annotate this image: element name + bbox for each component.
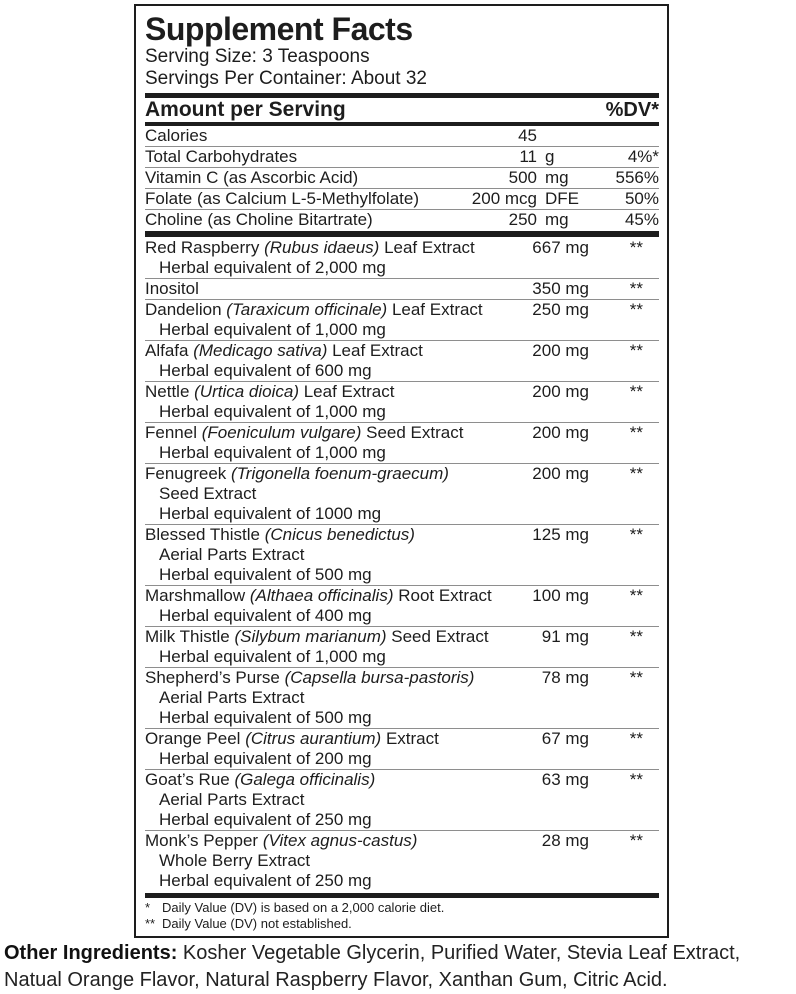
footnote-text: Daily Value (DV) is based on a 2,000 calorie diet. <box>162 900 445 915</box>
botanical-name <box>145 238 503 258</box>
botanical-dv: ** <box>629 729 643 748</box>
botanical-subline: Aerial Parts Extract <box>159 790 305 809</box>
footnote-row <box>145 916 659 932</box>
nutrient-name: Calories <box>145 126 208 145</box>
botanical-amount: 200 mg <box>532 423 589 442</box>
nutrient-name: Choline (as Choline Bitartrate) <box>145 210 373 229</box>
botanical-dv: ** <box>629 300 643 319</box>
botanical-name-pre: Fenugreek <box>145 464 231 483</box>
botanical-dv: ** <box>629 382 643 401</box>
botanical-name-post: Extract <box>381 729 439 748</box>
nutrient-row <box>145 210 659 230</box>
other-ingredients <box>4 940 796 994</box>
botanical-name <box>145 279 503 299</box>
botanical-amount: 350 mg <box>532 279 589 298</box>
botanical-dv: ** <box>629 464 643 483</box>
nutrient-value: 500 <box>508 168 537 187</box>
botanical-name-post: Leaf Extract <box>387 300 483 319</box>
botanical-row <box>145 729 659 749</box>
botanical-name <box>145 464 503 484</box>
botanical-latin-name: (Taraxicum officinale) <box>226 300 388 319</box>
botanical-row <box>145 525 659 545</box>
botanical-name <box>145 668 503 688</box>
botanical-subline: Herbal equivalent of 2,000 mg <box>159 258 386 277</box>
botanical-name-post: Seed Extract <box>361 423 464 442</box>
botanical-subline: Whole Berry Extract <box>159 851 311 870</box>
dv-header: %DV* <box>605 99 659 121</box>
nutrient-name: Vitamin C (as Ascorbic Acid) <box>145 168 359 187</box>
botanical-name-pre: Orange Peel <box>145 729 246 748</box>
botanical-name <box>145 341 503 361</box>
botanical-amount: 100 mg <box>532 586 589 605</box>
nutrient-dv: 4%* <box>627 147 659 166</box>
botanical-dv: ** <box>629 525 643 544</box>
botanical-name <box>145 627 503 647</box>
botanical-dv: ** <box>629 279 643 298</box>
botanical-subline: Herbal equivalent of 1000 mg <box>159 504 382 523</box>
botanical-name-post: Leaf Extract <box>299 382 395 401</box>
botanical-subline: Herbal equivalent of 400 mg <box>159 606 372 625</box>
botanical-name-post: Root Extract <box>393 586 492 605</box>
botanical-row <box>145 382 659 402</box>
botanical-latin-name: (Medicago sativa) <box>193 341 328 360</box>
botanical-row <box>145 423 659 443</box>
botanical-dv: ** <box>629 831 643 850</box>
botanical-name-pre: Alfafa <box>145 341 194 360</box>
botanical-rows <box>145 238 659 891</box>
botanical-amount: 200 mg <box>532 382 589 401</box>
panel-title: Supplement Facts <box>145 11 413 47</box>
botanical-subline: Herbal equivalent of 1,000 mg <box>159 443 386 462</box>
botanical-name-pre: Milk Thistle <box>145 627 235 646</box>
botanical-name <box>145 586 503 606</box>
botanical-name-pre: Goat’s Rue <box>145 770 235 789</box>
botanical-name-pre: Inositol <box>145 279 199 298</box>
nutrient-dv: 556% <box>615 168 659 187</box>
nutrient-unit: mg <box>545 168 569 187</box>
botanical-name-pre: Blessed Thistle <box>145 525 265 544</box>
botanical-dv: ** <box>629 238 643 257</box>
botanical-row <box>145 586 659 606</box>
botanical-name <box>145 423 503 443</box>
botanical-subline: Herbal equivalent of 200 mg <box>159 749 372 768</box>
botanical-name <box>145 525 503 545</box>
botanical-row <box>145 464 659 484</box>
footnote-text: Daily Value (DV) not established. <box>162 915 352 931</box>
botanical-name <box>145 300 503 320</box>
botanical-name-post: Leaf Extract <box>379 238 475 257</box>
nutrient-unit: DFE <box>545 189 579 208</box>
footnote-symbol: ** <box>145 915 156 931</box>
botanical-latin-name: (Vitex agnus-castus) <box>262 831 418 850</box>
botanical-amount: 250 mg <box>532 300 589 319</box>
botanical-latin-name: (Rubus idaeus) <box>264 238 380 257</box>
supplement-facts-panel <box>134 4 669 938</box>
botanical-row <box>145 770 659 790</box>
botanical-latin-name: (Foeniculum vulgare) <box>201 423 362 442</box>
botanical-name <box>145 770 503 790</box>
botanical-latin-name: (Silybum marianum) <box>234 627 387 646</box>
botanical-name-pre: Monk’s Pepper <box>145 831 263 850</box>
botanical-latin-name: (Althaea officinalis) <box>249 586 394 605</box>
botanical-dv: ** <box>629 341 643 360</box>
botanical-amount: 667 mg <box>532 238 589 257</box>
botanical-amount: 91 mg <box>541 627 589 646</box>
serving-size: Serving Size: 3 Teaspoons <box>145 46 370 67</box>
footnote-row <box>145 900 659 916</box>
nutrient-rows <box>145 126 659 230</box>
nutrient-name: Folate (as Calcium L-5-Methylfolate) <box>145 189 419 208</box>
botanical-row <box>145 627 659 647</box>
botanical-dv: ** <box>629 586 643 605</box>
botanical-amount: 200 mg <box>532 464 589 483</box>
servings-per-container: Servings Per Container: About 32 <box>145 68 428 89</box>
nutrient-name: Total Carbohydrates <box>145 147 298 166</box>
nutrient-row <box>145 189 659 209</box>
botanical-row <box>145 300 659 320</box>
botanical-latin-name: (Urtica dioica) <box>194 382 299 401</box>
botanical-latin-name: (Capsella bursa-pastoris) <box>284 668 475 687</box>
botanical-amount: 125 mg <box>532 525 589 544</box>
nutrient-unit: mg <box>545 210 569 229</box>
other-ingredients-label: Other Ingredients: <box>4 942 178 964</box>
botanical-subline: Aerial Parts Extract <box>159 688 305 707</box>
botanical-subline: Herbal equivalent of 1,000 mg <box>159 647 386 666</box>
botanical-amount: 67 mg <box>541 729 589 748</box>
botanical-subline: Herbal equivalent of 500 mg <box>159 708 372 727</box>
botanical-subline: Herbal equivalent of 600 mg <box>159 361 372 380</box>
botanical-latin-name: (Citrus aurantium) <box>245 729 382 748</box>
botanical-name-pre: Fennel <box>145 423 202 442</box>
nutrient-dv: 45% <box>624 210 659 229</box>
botanical-row <box>145 668 659 688</box>
botanical-subline: Seed Extract <box>159 484 257 503</box>
nutrient-value: 11 <box>519 147 537 166</box>
footnotes <box>145 900 659 931</box>
botanical-latin-name: (Cnicus benedictus) <box>264 525 415 544</box>
thick-divider-section <box>145 231 659 237</box>
botanical-latin-name: (Galega officinalis) <box>234 770 376 789</box>
amount-per-serving-header: Amount per Serving <box>145 98 346 121</box>
nutrient-value: 250 <box>508 210 537 229</box>
botanical-name-pre: Nettle <box>145 382 195 401</box>
other-ingredients-text: Kosher Vegetable Glycerin, Purified Water, Stevia Leaf Extract, Natual Orange Flavor, Natural Raspberry Flavor, Xanthan Gum, Citric Acid. <box>4 942 741 991</box>
botanical-name-pre: Red Raspberry <box>145 238 265 257</box>
botanical-name-pre: Dandelion <box>145 300 227 319</box>
botanical-subline: Herbal equivalent of 250 mg <box>159 871 372 890</box>
botanical-row <box>145 238 659 258</box>
botanical-name <box>145 729 503 749</box>
botanical-name-pre: Shepherd’s Purse <box>145 668 285 687</box>
botanical-amount: 28 mg <box>541 831 589 850</box>
botanical-amount: 78 mg <box>541 668 589 687</box>
botanical-row <box>145 279 659 299</box>
botanical-amount: 63 mg <box>541 770 589 789</box>
botanical-subline: Herbal equivalent of 1,000 mg <box>159 320 386 339</box>
botanical-name <box>145 382 503 402</box>
nutrient-row <box>145 168 659 188</box>
botanical-name-post: Seed Extract <box>386 627 489 646</box>
botanical-subline: Aerial Parts Extract <box>159 545 305 564</box>
botanical-latin-name: (Trigonella foenum-graecum) <box>231 464 449 483</box>
footnote-symbol: * <box>145 900 151 915</box>
nutrient-value: 45 <box>518 126 537 145</box>
nutrient-value: 200 mcg <box>471 189 537 208</box>
botanical-dv: ** <box>629 770 643 789</box>
botanical-subline: Herbal equivalent of 250 mg <box>159 810 372 829</box>
botanical-row <box>145 341 659 361</box>
nutrient-dv: 50% <box>624 189 659 208</box>
botanical-dv: ** <box>629 627 643 646</box>
botanical-row <box>145 831 659 851</box>
nutrient-unit: g <box>545 147 555 166</box>
botanical-dv: ** <box>629 668 643 687</box>
botanical-subline: Herbal equivalent of 500 mg <box>159 565 372 584</box>
botanical-amount: 200 mg <box>532 341 589 360</box>
botanical-name-pre: Marshmallow <box>145 586 250 605</box>
botanical-dv: ** <box>629 423 643 442</box>
nutrient-row <box>145 147 659 167</box>
botanical-subline: Herbal equivalent of 1,000 mg <box>159 402 386 421</box>
column-header-row <box>145 98 659 122</box>
botanical-name <box>145 831 503 851</box>
botanical-name-post: Leaf Extract <box>327 341 423 360</box>
nutrient-row <box>145 126 659 146</box>
thick-divider-footnotes <box>145 893 659 898</box>
